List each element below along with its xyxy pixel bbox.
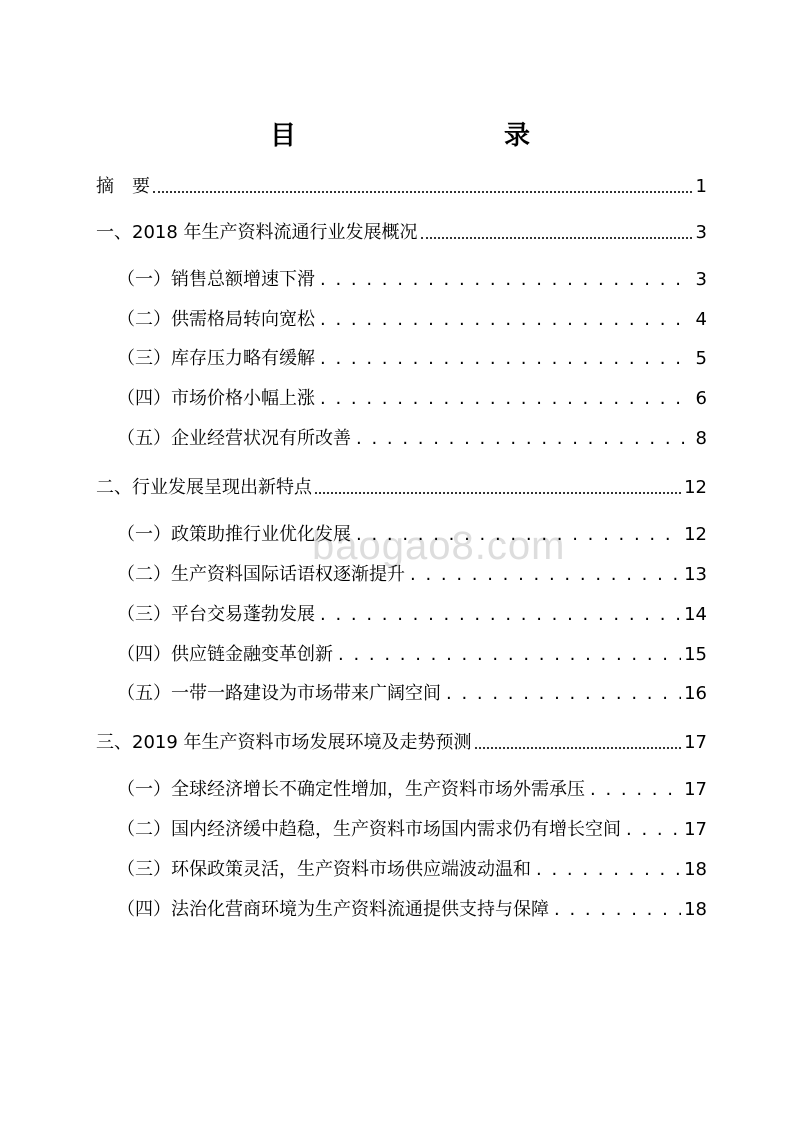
toc-page-number: 17 <box>684 819 707 840</box>
toc-page-number: 13 <box>684 564 707 585</box>
toc-page-number: 6 <box>695 388 707 409</box>
toc-dot-leader <box>318 604 681 626</box>
toc-entry-section-2[interactable] <box>96 471 707 499</box>
page-title: 目 录 <box>269 121 582 151</box>
toc-entry-text: （三）平台交易蓬勃发展 <box>117 604 315 625</box>
toc-entry-text: （一）销售总额增速下滑 <box>117 269 315 290</box>
toc-entry-text: （二）国内经济缓中趋稳，生产资料市场国内需求仍有增长空间 <box>117 819 621 840</box>
toc-entry-subsection[interactable] <box>117 853 707 881</box>
toc-page-number: 4 <box>695 309 707 330</box>
toc-page-number: 18 <box>684 899 707 920</box>
toc-page-number: 17 <box>684 779 707 800</box>
toc-entry-text: （三）环保政策灵活，生产资料市场供应端波动温和 <box>117 859 531 880</box>
toc-entry-subsection[interactable] <box>117 893 707 921</box>
toc-page-number: 8 <box>695 428 707 449</box>
toc-entry-text: （四）供应链金融变革创新 <box>117 644 333 665</box>
toc-page-number: 12 <box>684 477 707 498</box>
toc-dot-leader <box>153 191 692 193</box>
toc-dot-leader <box>475 747 682 749</box>
toc-entry-text: （一）全球经济增长不确定性增加，生产资料市场外需承压 <box>117 779 585 800</box>
toc-entry-subsection[interactable] <box>117 638 707 666</box>
toc-entry-subsection[interactable] <box>117 598 707 626</box>
toc-entry-text: （四）法治化营商环境为生产资料流通提供支持与保障 <box>117 899 549 920</box>
toc-page-number: 12 <box>684 524 707 545</box>
toc-page-number: 18 <box>684 859 707 880</box>
toc-entry-subsection[interactable] <box>117 518 707 546</box>
toc-dot-leader <box>318 269 692 291</box>
toc-entry-section-1[interactable] <box>96 216 707 244</box>
toc-page-number: 15 <box>684 644 707 665</box>
toc-dot-leader <box>354 524 681 546</box>
toc-page-number: 14 <box>684 604 707 625</box>
toc-entry-text: （五）一带一路建设为市场带来广阔空间 <box>117 683 441 704</box>
toc-entry-subsection[interactable] <box>117 382 707 410</box>
toc-page-number: 3 <box>695 269 707 290</box>
toc-entry-text: 三、2019 年生产资料市场发展环境及走势预测 <box>96 732 472 753</box>
toc-entry-subsection[interactable] <box>117 677 707 705</box>
toc-dot-leader <box>318 309 692 331</box>
toc-entry-text: （二）供需格局转向宽松 <box>117 309 315 330</box>
toc-page-number: 1 <box>695 176 707 197</box>
toc-page-number: 5 <box>695 348 707 369</box>
toc-entry-text: （五）企业经营状况有所改善 <box>117 428 351 449</box>
toc-dot-leader <box>588 779 681 801</box>
toc-page-number: 3 <box>695 222 707 243</box>
toc-entry-subsection[interactable] <box>117 303 707 331</box>
toc-entry-subsection[interactable] <box>117 813 707 841</box>
toc-entry-section-3[interactable] <box>96 726 707 754</box>
toc-dot-leader <box>534 859 681 881</box>
toc-entry-subsection[interactable] <box>117 558 707 586</box>
toc-dot-leader <box>318 348 692 370</box>
toc-entry-text: （二）生产资料国际话语权逐渐提升 <box>117 564 405 585</box>
toc-entry-text: 摘 要 <box>96 176 150 197</box>
toc-dot-leader <box>552 899 681 921</box>
toc-entry-subsection[interactable] <box>117 342 707 370</box>
toc-page-number: 17 <box>684 732 707 753</box>
toc-entry-text: （一）政策助推行业优化发展 <box>117 524 351 545</box>
toc-entry-text: 一、2018 年生产资料流通行业发展概况 <box>96 222 418 243</box>
toc-page-number: 16 <box>684 683 707 704</box>
toc-dot-leader <box>318 388 692 410</box>
toc-dot-leader <box>408 564 681 586</box>
toc-dot-leader <box>354 428 692 450</box>
toc-entry-text: 二、行业发展呈现出新特点 <box>96 477 312 498</box>
toc-dot-leader <box>444 683 681 705</box>
toc-entry-abstract[interactable] <box>96 170 707 198</box>
toc-entry-subsection[interactable] <box>117 773 707 801</box>
toc-entry-subsection[interactable] <box>117 263 707 291</box>
toc-entry-subsection[interactable] <box>117 422 707 450</box>
toc-dot-leader <box>624 819 681 841</box>
toc-entry-text: （四）市场价格小幅上涨 <box>117 388 315 409</box>
toc-entry-text: （三）库存压力略有缓解 <box>117 348 315 369</box>
toc-dot-leader <box>336 644 681 666</box>
watermark: baogao8.com <box>312 524 566 568</box>
toc-dot-leader <box>421 237 692 239</box>
toc-dot-leader <box>315 492 681 494</box>
